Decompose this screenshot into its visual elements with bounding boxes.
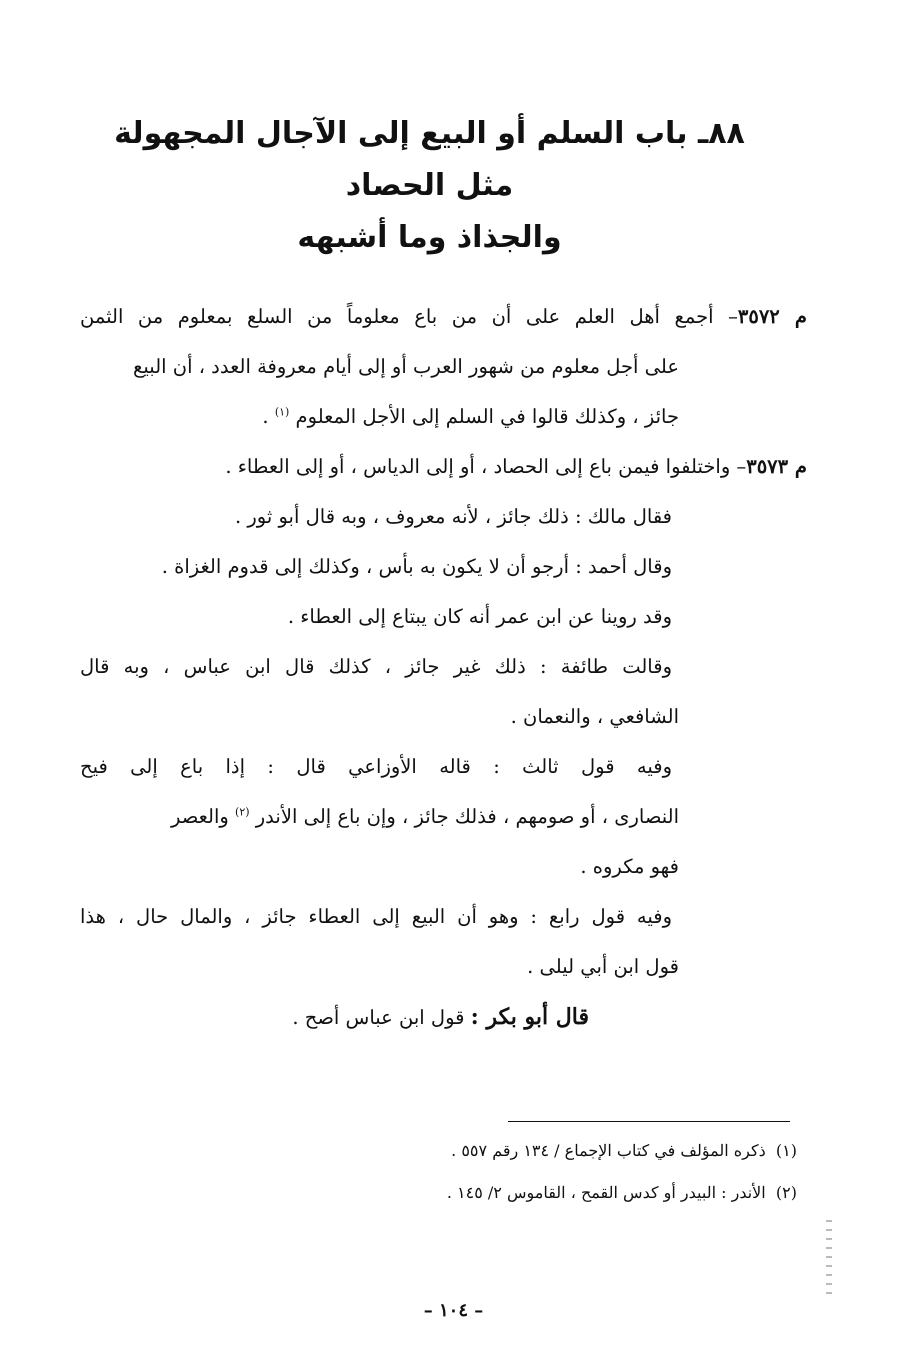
conclusion-text: قول ابن عباس أصح . xyxy=(292,1006,471,1029)
chapter-title-line-2: والجذاذ وما أشبهه xyxy=(297,220,562,255)
footnote-text: ذكره المؤلف في كتاب الإجماع / ١٣٤ رقم ٥٥٧ . xyxy=(451,1141,766,1160)
para-text: – واختلفوا فيمن باع إلى الحصاد ، أو إلى الدياس ، أو إلى العطاء . xyxy=(225,455,747,478)
taifa-opinion-line-1: وقالت طائفة : ذلك غير جائز ، كذلك قال ابن عباس ، وبه قال xyxy=(80,655,672,678)
para-3572-line-2: على أجل معلوم من شهور العرب أو إلى أيام معروفة العدد ، أن البيع xyxy=(133,355,679,378)
third-opinion-line-1: وفيه قول ثالث : قاله الأوزاعي قال : إذا باع إلى فيح xyxy=(80,755,672,778)
para-text: النصارى ، أو صومهم ، فذلك جائز ، وإن باع إلى الأندر xyxy=(255,805,679,828)
conclusion-speaker: قال أبو بكر : xyxy=(470,1004,589,1030)
footnote-text: الأندر : البيدر أو كدس القمح ، القاموس ٢/ ١٤٥ . xyxy=(446,1183,766,1202)
page-number: – ١٠٤ – xyxy=(423,1300,484,1321)
para-number: م ٣٥٧٢ xyxy=(737,305,807,328)
fourth-opinion-line-1: وفيه قول رابع : وهو أن البيع إلى العطاء جائز ، والمال حال ، هذا xyxy=(80,905,672,928)
para-3572-line-1 xyxy=(80,292,807,342)
ibn-umar-report: وقد روينا عن ابن عمر أنه كان يبتاع إلى العطاء . xyxy=(287,605,672,628)
para-3572-line-3 xyxy=(80,392,807,442)
footnote-ref-2[interactable]: (٢) xyxy=(235,805,250,819)
chapter-title xyxy=(90,108,769,264)
footnote-1 xyxy=(200,1138,797,1164)
scan-artifact xyxy=(826,1220,832,1300)
ahmad-opinion: وقال أحمد : أرجو أن لا يكون به بأس ، وكذلك إلى قدوم الغزاة . xyxy=(161,555,672,578)
chapter-title-line-1: ٨٨ـ باب السلم أو البيع إلى الآجال المجهولة مثل الحصاد xyxy=(114,116,745,203)
para-text: جائز ، وكذلك قالوا في السلم إلى الأجل المعلوم xyxy=(295,405,679,428)
para-text: . xyxy=(262,405,275,428)
fourth-opinion-line-2: قول ابن أبي ليلى . xyxy=(527,955,679,978)
conclusion xyxy=(80,992,807,1042)
footnote-marker: (١) xyxy=(775,1141,797,1160)
malik-opinion: فقال مالك : ذلك جائز ، لأنه معروف ، وبه قال أبو ثور . xyxy=(234,505,672,528)
para-number: م ٣٥٧٣ xyxy=(746,455,807,478)
third-opinion-line-2 xyxy=(80,792,807,842)
para-text: والعصر xyxy=(170,805,236,828)
footnote-ref-1[interactable]: (١) xyxy=(274,405,290,419)
footnote-2 xyxy=(200,1180,797,1206)
para-text: – أجمع أهل العلم على أن من باع معلوماً من السلع بمعلوم من الثمن xyxy=(80,305,738,328)
body-text xyxy=(80,292,807,1042)
taifa-opinion-line-2: الشافعي ، والنعمان . xyxy=(510,705,679,728)
para-3573-line-1 xyxy=(80,442,807,492)
footnote-marker: (٢) xyxy=(775,1183,797,1202)
footnote-separator xyxy=(508,1121,790,1122)
third-opinion-line-3: فهو مكروه . xyxy=(580,855,679,878)
